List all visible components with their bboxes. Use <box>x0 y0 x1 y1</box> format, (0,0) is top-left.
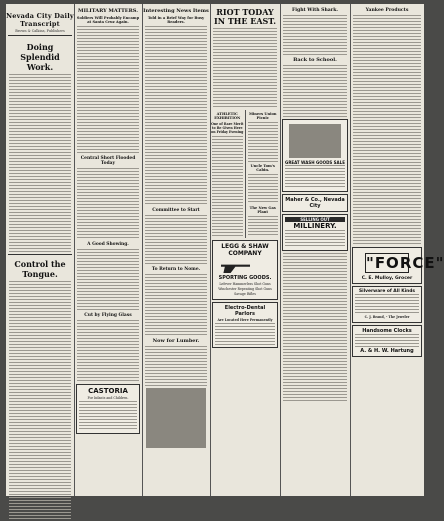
newspaper-page <box>6 4 444 496</box>
headline-miners-union: Miners Union Picnic <box>248 112 277 120</box>
millinery-ad <box>282 214 348 251</box>
headline-riot-today: RIOT TODAY IN THE EAST. <box>213 7 277 26</box>
subhead-news: Told in a Brief Way for Busy Readers. <box>147 16 205 24</box>
article-body-6 <box>77 320 139 382</box>
column-6 <box>350 4 444 496</box>
column-5 <box>280 4 351 496</box>
article-body-9 <box>145 274 207 336</box>
clocks-ad <box>352 325 422 357</box>
millinery-title: MILLINERY. <box>293 222 337 230</box>
headline-doing-splendid-work: Doing Splendid Work. <box>20 42 60 72</box>
sporting-goods: SPORTING GOODS. <box>218 275 272 281</box>
silverware-title: Silverware of All Kinds <box>358 289 416 294</box>
legg-shaw-title: LEGG & SHAW COMPANY <box>221 243 269 257</box>
silverware-ad: Silverware of All Kinds C. J. Brand, - The Jeweler <box>352 286 422 323</box>
article-body-8 <box>145 215 207 265</box>
headline-return-to-nome: To Return to Nome. <box>151 267 201 272</box>
headline-central-short: Central Short Flooded Today <box>80 156 136 166</box>
headline-military-matters: MILITARY MATTERS. <box>78 8 138 14</box>
article-body-5 <box>77 249 139 311</box>
headline-athletic: ATHLETIC EXHIBITION <box>214 112 241 120</box>
masthead-title: Nevada City Daily Transcript <box>6 12 74 28</box>
headline-control-the-tongue: Control the Tongue. <box>14 259 66 279</box>
column-3 <box>142 4 211 496</box>
force-title: "FORCE" <box>366 254 444 272</box>
column-4 <box>210 4 281 496</box>
castoria-title: CASTORIA <box>88 387 128 395</box>
force-ad <box>352 247 444 284</box>
hartung: A. & H. W. Hartung <box>360 348 414 354</box>
article-body-10 <box>145 346 207 386</box>
headline-fight-shark: Fight With Shark. <box>291 8 338 13</box>
article-body-7 <box>145 26 207 206</box>
mulloy-grocer: C. E. Mulloy, Grocer <box>361 276 413 281</box>
legg-shaw-ad: LEGG & SHAW COMPANY SPORTING GOODS. Lefever Hammerless Shot Guns Winchester Repeating Shot Guns Savage Rifles <box>212 240 278 300</box>
maher-ad <box>282 194 348 212</box>
headline-yankee-products: Yankee Products <box>365 8 409 13</box>
article-body-3 <box>77 26 139 154</box>
headline-now-for-lumber: Now for Lumber. <box>152 338 200 344</box>
selling-out: SELLING OUT <box>285 217 345 222</box>
castoria-sub: For Infants and Children. <box>87 396 129 400</box>
subhead-military: Soldiers Will Probably Encamp at Santa Cruz Again. <box>76 16 140 24</box>
headline-new-gas-plant: The New Gas Plant <box>249 206 276 214</box>
headline-cut-by-glass: Cut by Flying Glass <box>84 313 132 318</box>
clocks-title: Handsome Clocks <box>362 328 412 334</box>
article-body-4 <box>77 168 139 240</box>
headline-good-showing: A Good Showing. <box>87 242 129 247</box>
wash-goods-title: GREAT WASH GOODS SALE <box>285 160 345 165</box>
article-body-2 <box>9 281 71 521</box>
headline-uncle-toms-cabin: Uncle Tom's Cabin. <box>250 164 275 172</box>
column-1 <box>6 4 75 496</box>
headline-interesting-news: Interesting News Items <box>143 8 209 14</box>
rifle-icon <box>221 259 269 273</box>
wash-goods-ad <box>282 119 348 192</box>
dental-ad: Electro-Dental Parlors Are Located Here Permanently <box>212 302 278 348</box>
maher-title: Maher & Co., Nevada City <box>285 197 345 209</box>
ad-illustration <box>146 388 206 448</box>
castoria-ad <box>76 384 140 434</box>
headline-committee: Committee to Start <box>152 208 200 213</box>
subhead-athletic: One of Rare Merit to Be Given Here on Friday Evening <box>211 122 244 134</box>
headline-back-to-school: Back to School. <box>293 57 337 63</box>
article-body-1 <box>9 74 71 252</box>
masthead-subtitle: Brown & Calkins, Publishers <box>15 29 65 33</box>
article-body-11 <box>213 28 277 108</box>
column-2 <box>74 4 143 496</box>
